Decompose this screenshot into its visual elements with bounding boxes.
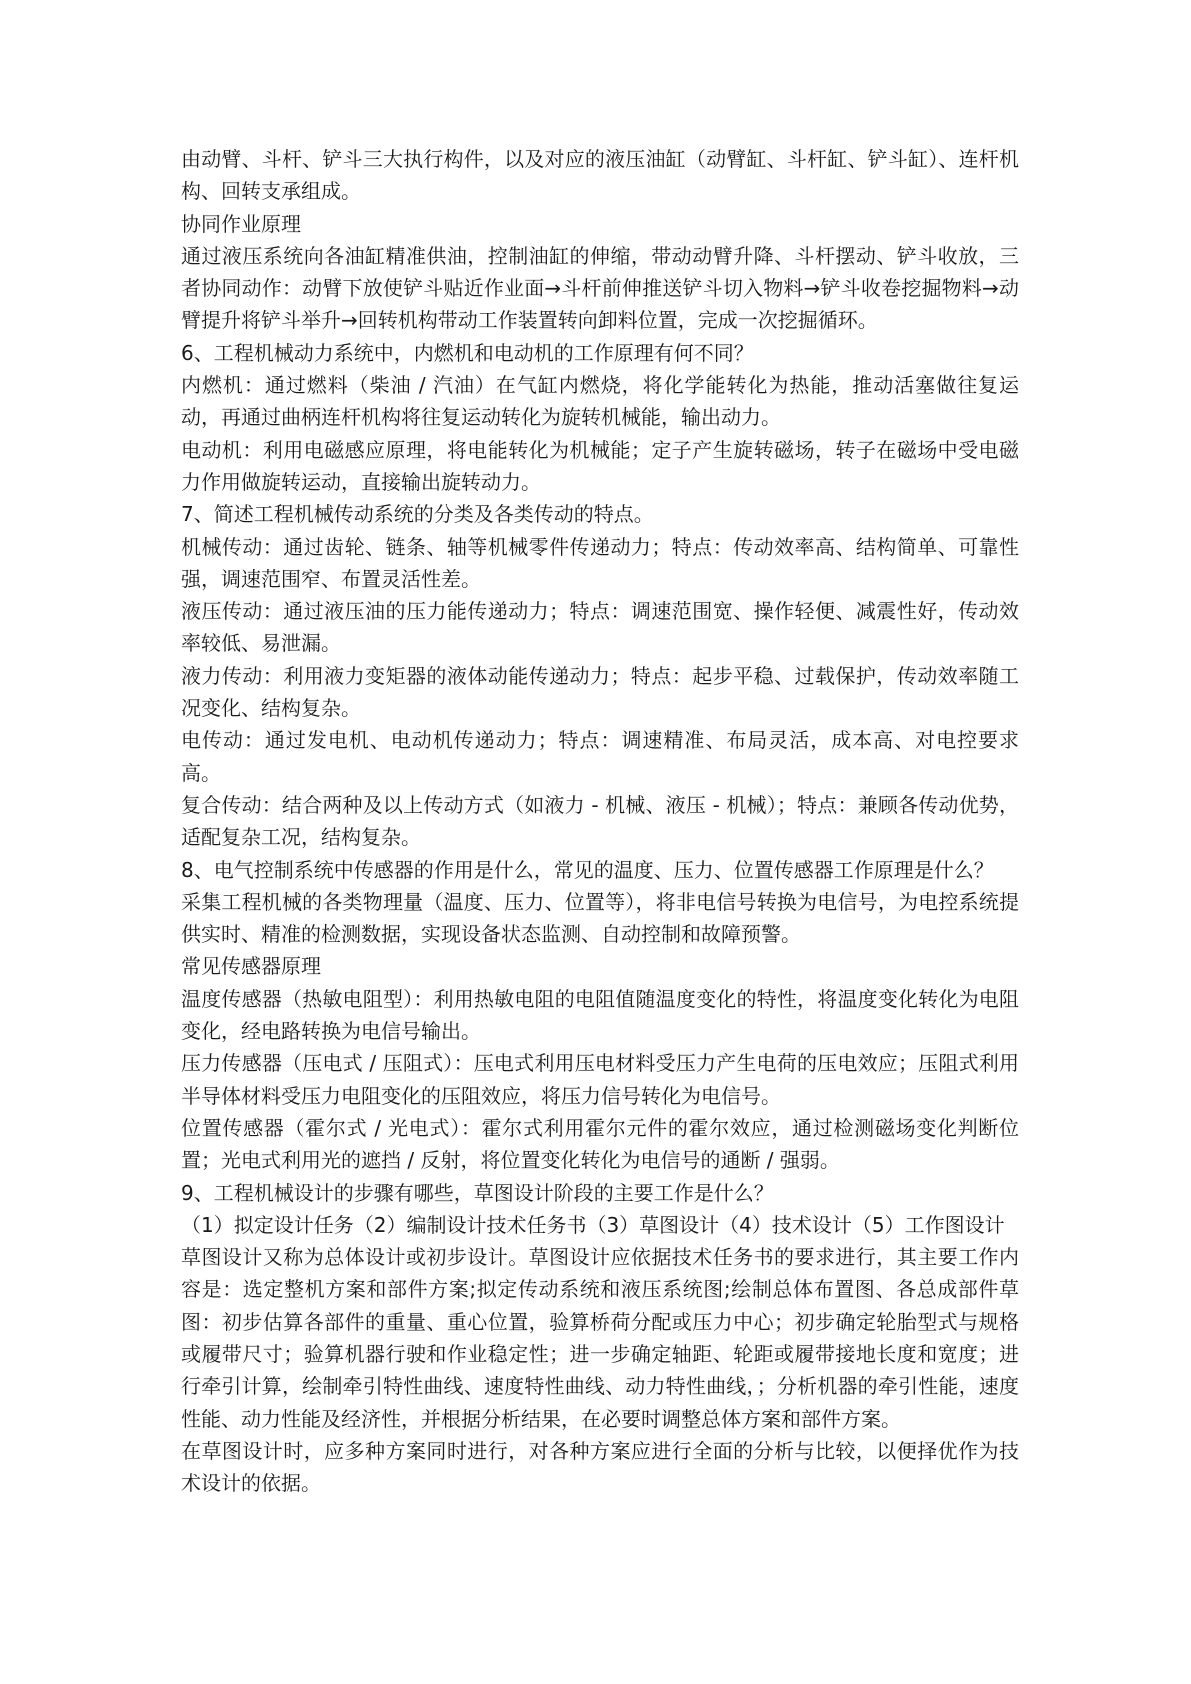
paragraph-engine: 内燃机：通过燃料（柴油 / 汽油）在气缸内燃烧，将化学能转化为热能，推动活塞做往复运动，再通过曲柄连杆机构将往复运动转化为旋转机械能，输出动力。 xyxy=(181,373,1019,430)
paragraph-3: 通过液压系统向各油缸精准供油，控制油缸的伸缩，带动动臂升降、斗杆摆动、铲斗收放，三者协同动作：动臂下放使铲斗贴近作业面→斗杆前伸推送铲斗切入物料→铲斗收卷挖掘物料→动臂提升将铲斗举升→回转机构带动工作装置转向卸料位置，完成一次挖掘循环。 xyxy=(181,243,1019,333)
paragraph-compound-transmission: 复合传动：结合两种及以上传动方式（如液力 - 机械、液压 - 机械）；特点：兼顾各传动优势，适配复杂工况，结构复杂。 xyxy=(181,792,1019,850)
paragraph-electric-transmission: 电传动：通过发电机、电动机传递动力；特点：调速精准、布局灵活，成本高、对电控要求高。 xyxy=(181,728,1019,785)
section-heading-sensors: 常见传感器原理 xyxy=(181,954,321,979)
paragraph-sketch-design-note: 在草图设计时，应多种方案同时进行，对各种方案应进行全面的分析与比较，以便择优作为技术设计的依据。 xyxy=(181,1438,1019,1496)
paragraph-sensor-role: 采集工程机械的各类物理量（温度、压力、位置等），将非电信号转换为电信号，为电控系统提供实时、精准的检测数据，实现设备状态监测、自动控制和故障预警。 xyxy=(181,889,1019,947)
question-6: 6、工程机械动力系统中，内燃机和电动机的工作原理有何不同？ xyxy=(181,340,754,365)
paragraph-hydrodynamic-transmission: 液力传动：利用液力变矩器的液体动能传递动力；特点：起步平稳、过载保护，传动效率随工况变化、结构复杂。 xyxy=(181,663,1019,721)
question-8: 8、电气控制系统中传感器的作用是什么，常见的温度、压力、位置传感器工作原理是什么？ xyxy=(181,857,994,882)
section-heading-collaboration: 协同作业原理 xyxy=(181,211,301,236)
paragraph-hydraulic-transmission: 液压传动：通过液压油的压力能传递动力；特点：调速范围宽、操作轻便、减震性好，传动效率较低、易泄漏。 xyxy=(181,599,1019,656)
paragraph-temperature-sensor: 温度传感器（热敏电阻型）：利用热敏电阻的电阻值随温度变化的特性，将温度变化转化为电阻变化，经电路转换为电信号输出。 xyxy=(181,986,1019,1044)
paragraph-design-steps: （1）拟定设计任务（2）编制设计技术任务书（3）草图设计（4）技术设计（5）工作图设计 xyxy=(181,1212,1005,1237)
paragraph-pressure-sensor: 压力传感器（压电式 / 压阻式）：压电式利用压电材料受压力产生电荷的压电效应；压阻式利用半导体材料受压力电阻变化的压阻效应，将压力信号转化为电信号。 xyxy=(181,1051,1019,1108)
question-9: 9、工程机械设计的步骤有哪些，草图设计阶段的主要工作是什么？ xyxy=(181,1180,774,1205)
paragraph-motor: 电动机：利用电磁感应原理，将电能转化为机械能；定子产生旋转磁场，转子在磁场中受电磁力作用做旋转运动，直接输出旋转动力。 xyxy=(181,437,1019,494)
question-7: 7、简述工程机械传动系统的分类及各类传动的特点。 xyxy=(181,502,654,527)
paragraph-1: 由动臂、斗杆、铲斗三大执行构件，以及对应的液压油缸（动臂缸、斗杆缸、铲斗缸）、连杆机构、回转支承组成。 xyxy=(181,147,1019,204)
document-body xyxy=(181,143,1019,1499)
paragraph-position-sensor: 位置传感器（霍尔式 / 光电式）：霍尔式利用霍尔元件的霍尔效应，通过检测磁场变化判断位置；光电式利用光的遮挡 / 反射，将位置变化转化为电信号的通断 / 强弱。 xyxy=(181,1115,1019,1173)
paragraph-sketch-design: 草图设计又称为总体设计或初步设计。草图设计应依据技术任务书的要求进行，其主要工作内容是：选定整机方案和部件方案;拟定传动系统和液压系统图;绘制总体布置图、各总成部件草图：初步估算各部件的重量、重心位置，验算桥荷分配或压力中心；初步确定轮胎型式与规格或履带尺寸；验算机器行驶和作业稳定性；进一步确定轴距、轮距或履带接地长度和宽度；进行牵引计算，绘制牵引特性曲线、速度特性曲线、动力特性曲线，；分析机器的牵引性能，速度性能、动力性能及经济性，并根据分析结果，在必要时调整总体方案和部件方案。 xyxy=(181,1245,1019,1431)
paragraph-mechanical-transmission: 机械传动：通过齿轮、链条、轴等机械零件传递动力；特点：传动效率高、结构简单、可靠性强，调速范围窄、布置灵活性差。 xyxy=(181,534,1019,591)
